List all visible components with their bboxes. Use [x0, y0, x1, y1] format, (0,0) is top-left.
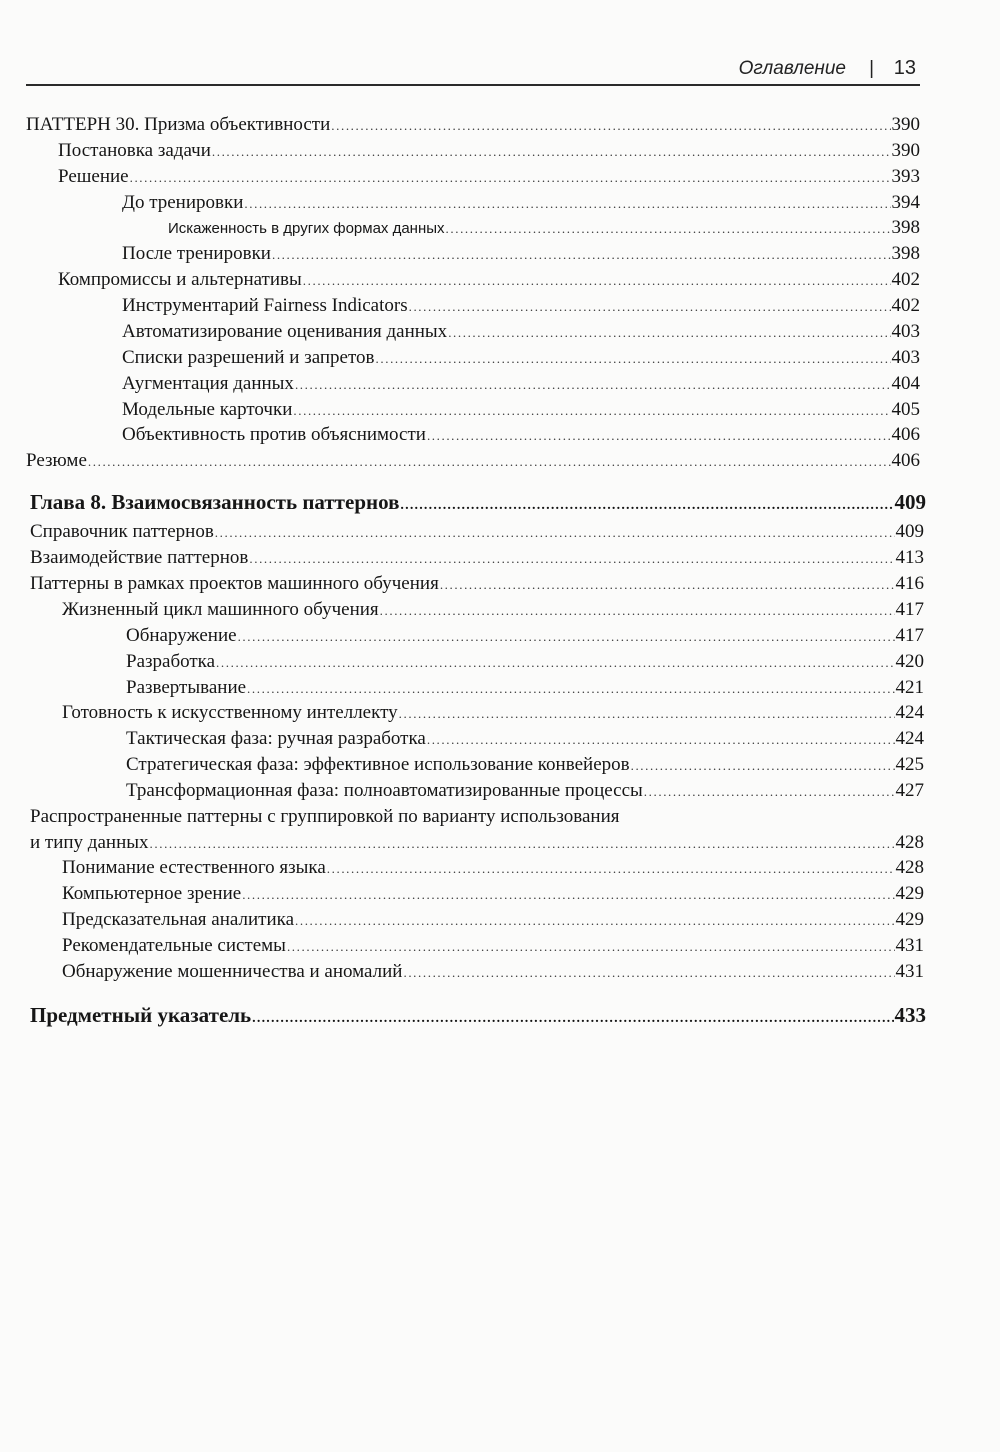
toc-entry-strategic-phase[interactable]: Стратегическая фаза: эффективное использование конвейеров ..... 425 [126, 753, 924, 778]
toc-entry-recommender-systems[interactable]: Рекомендательные системы ..... 431 [62, 934, 924, 959]
toc-entry-summary[interactable]: Резюме ..... 406 [26, 449, 920, 474]
toc-chapter-8[interactable]: Глава 8. Взаимосвязанность паттернов ..... 409 [30, 490, 926, 518]
toc-entry-fraud-anomaly[interactable]: Обнаружение мошенничества и аномалий ..... 431 [62, 960, 924, 985]
toc-entry-pattern-interaction[interactable]: Взаимодействие паттернов ..... 413 [30, 546, 924, 571]
toc-entry-common-patterns-line1[interactable]: Распространенные паттерны с группировкой по варианту использования [30, 806, 620, 827]
toc-entry-patterns-in-projects[interactable]: Паттерны в рамках проектов машинного обучения ..... 416 [30, 572, 924, 597]
toc-entry-deployment[interactable]: Развертывание ..... 421 [126, 676, 924, 701]
toc-entry-computer-vision[interactable]: Компьютерное зрение ..... 429 [62, 882, 924, 907]
toc-entry-fairness-vs-explainability[interactable]: Объективность против объяснимости ..... 406 [122, 423, 920, 448]
toc-entry-transformational-phase[interactable]: Трансформационная фаза: полноавтоматизированные процессы ..... 427 [126, 779, 924, 804]
page-number: 13 [893, 57, 916, 79]
toc-entry-tactical-phase[interactable]: Тактическая фаза: ручная разработка ..... 424 [126, 727, 924, 752]
toc-entry-ml-lifecycle[interactable]: Жизненный цикл машинного обучения ..... 417 [62, 598, 924, 623]
running-header-title: Оглавление [738, 58, 846, 79]
toc-entry-augmentation[interactable]: Аугментация данных ..... 404 [122, 372, 920, 397]
toc-entry-solution[interactable]: Решение ..... 393 [58, 165, 920, 190]
toc-entry-nlu[interactable]: Понимание естественного языка ..... 428 [62, 856, 924, 881]
toc-entry-predictive-analytics[interactable]: Предсказательная аналитика ..... 429 [62, 908, 924, 933]
toc-entry-ai-readiness[interactable]: Готовность к искусственному интеллекту ..... 424 [62, 701, 924, 726]
toc-index[interactable]: Предметный указатель ..... 433 [30, 1003, 926, 1031]
running-header [690, 56, 922, 84]
toc-entry-model-cards[interactable]: Модельные карточки ..... 405 [122, 398, 920, 423]
running-header-separator: | [869, 58, 874, 79]
toc-entry-before-training[interactable]: До тренировки ..... 394 [122, 191, 920, 216]
toc-entry-automated-eval[interactable]: Автоматизирование оценивания данных ..... 403 [122, 320, 920, 345]
toc-entry-problem[interactable]: Постановка задачи ..... 390 [58, 139, 920, 164]
toc-entry-discovery[interactable]: Обнаружение ..... 417 [126, 624, 924, 649]
toc-entry-after-training[interactable]: После тренировки ..... 398 [122, 242, 920, 267]
toc-entry-development[interactable]: Разработка ..... 420 [126, 650, 924, 675]
header-rule [26, 84, 920, 86]
toc-entry-tradeoffs[interactable]: Компромиссы и альтернативы ..... 402 [58, 268, 920, 293]
toc-entry-fairness-indicators[interactable]: Инструментарий Fairness Indicators ..... 402 [122, 294, 920, 319]
toc-entry-pattern-reference[interactable]: Справочник паттернов ..... 409 [30, 520, 924, 545]
toc-entry-distortion[interactable]: Искаженность в других формах данных ..... 398 [168, 216, 920, 241]
toc-entry-common-patterns[interactable]: и типу данных ..... 428 [30, 831, 924, 856]
toc-entry-allow-deny-lists[interactable]: Списки разрешений и запретов ..... 403 [122, 346, 920, 371]
toc-entry-pattern-30[interactable]: ПАТТЕРН 30. Призма объективности ..... 390 [26, 113, 920, 138]
